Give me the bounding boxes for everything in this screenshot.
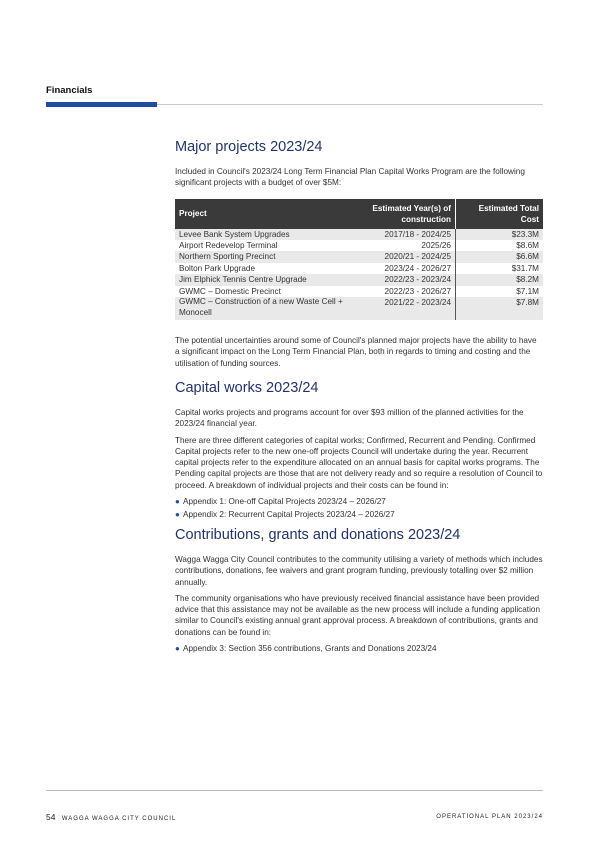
column-header-project: Project	[175, 199, 351, 229]
contributions-heading: Contributions, grants and donations 2023/24	[175, 527, 461, 543]
footer-divider	[46, 790, 543, 791]
major-projects-outro: The potential uncertainties around some of Council's planned major projects have the ability to have a significant impact on the Long Term Financial Plan, both in regards to timing and costing and the utilisation of funding sources.	[175, 336, 537, 368]
header-accent-bar	[46, 102, 157, 107]
capital-works-para1: Capital works projects and programs account for over $93 million of the planned activities for the 2023/24 financial year.	[175, 407, 524, 429]
table-row	[175, 240, 543, 251]
footer-left	[46, 812, 176, 822]
bullet-icon: ●	[175, 509, 180, 519]
cell-cost: $7.8M	[456, 297, 544, 320]
cell-years: 2023/24 - 2026/27	[351, 263, 456, 274]
table-row	[175, 286, 543, 297]
footer-org: WAGGA WAGGA CITY COUNCIL	[61, 816, 177, 822]
capital-works-para2: There are three different categories of capital works; Confirmed, Recurrent and Pending. Confirmed Capital projects refer to the new one-off projects Council will undertake during the year. Recurrent capital projects refer to the expenditure allocated on an annual basis for capital works programs. The Pending capital projects are those that are not delivery ready and so require a resolution of Council to proceed. A breakdown of individual projects and their costs can be found in:	[175, 435, 543, 490]
cell-cost: $23.3M	[456, 229, 544, 240]
capital-works-appendix-list	[175, 496, 543, 521]
major-projects-intro: Included in Council's 2023/24 Long Term Financial Plan Capital Works Program are the following significant projects with a budget of over $5M:	[175, 167, 525, 188]
table-header-row	[175, 199, 543, 229]
cell-years: 2020/21 - 2024/25	[351, 251, 456, 262]
cell-project: Bolton Park Upgrade	[175, 263, 351, 274]
table-row	[175, 263, 543, 274]
table-row	[175, 229, 543, 240]
cell-project: GWMC – Construction of a new Waste Cell + Monocell	[175, 297, 351, 320]
section-label: Financials	[46, 85, 93, 96]
table-row	[175, 297, 543, 320]
cell-cost: $8.6M	[456, 240, 544, 251]
list-item: ● Appendix 2: Recurrent Capital Projects 2023/24 – 2026/27	[175, 509, 543, 522]
contributions-appendix-list	[175, 643, 543, 656]
list-item: ● Appendix 3: Section 356 contributions, Grants and Donations 2023/24	[175, 643, 543, 656]
cell-project: GWMC – Domestic Precinct	[175, 286, 351, 297]
cell-years: 2022/23 - 2026/27	[351, 286, 456, 297]
cell-cost: $8.2M	[456, 274, 544, 285]
page-number: 54	[46, 812, 56, 822]
cell-years: 2022/23 - 2023/24	[351, 274, 456, 285]
cell-years: 2025/26	[351, 240, 456, 251]
cell-years: 2021/22 - 2023/24	[351, 297, 456, 320]
major-projects-heading: Major projects 2023/24	[175, 139, 323, 155]
cell-project: Jim Elphick Tennis Centre Upgrade	[175, 274, 351, 285]
contributions-para2: The community organisations who have previously received financial assistance have been provided advice that this assistance may not be available as the new process will include a funding application similar to Council's existing annual grant approval process. A breakdown of contributions, grants and donations can be found in:	[175, 593, 541, 637]
cell-project: Northern Sporting Precinct	[175, 251, 351, 262]
column-header-cost: Estimated Total Cost	[456, 199, 544, 229]
major-projects-table	[175, 199, 543, 320]
list-item: ● Appendix 1: One-off Capital Projects 2023/24 – 2026/27	[175, 496, 543, 509]
footer-doc-title: OPERATIONAL PLAN 2023/24	[436, 814, 543, 820]
table-row	[175, 251, 543, 262]
cell-project: Airport Redevelop Terminal	[175, 240, 351, 251]
main-content	[175, 138, 543, 656]
cell-cost: $6.6M	[456, 251, 544, 262]
bullet-icon: ●	[175, 497, 180, 506]
cell-cost: $31.7M	[456, 263, 544, 274]
cell-project: Levee Bank System Upgrades	[175, 229, 351, 240]
cell-years: 2017/18 - 2024/25	[351, 229, 456, 240]
bullet-icon: ●	[175, 644, 180, 654]
capital-works-heading: Capital works 2023/24	[175, 379, 319, 396]
cell-cost: $7.1M	[456, 286, 544, 297]
column-header-years: Estimated Year(s) of construction	[351, 199, 456, 229]
table-row	[175, 274, 543, 285]
contributions-para1: Wagga Wagga City Council contributes to the community utilising a variety of methods which includes contributions, donations, fee waivers and grant program funding, previously totalling over $2 million annually.	[175, 555, 543, 587]
